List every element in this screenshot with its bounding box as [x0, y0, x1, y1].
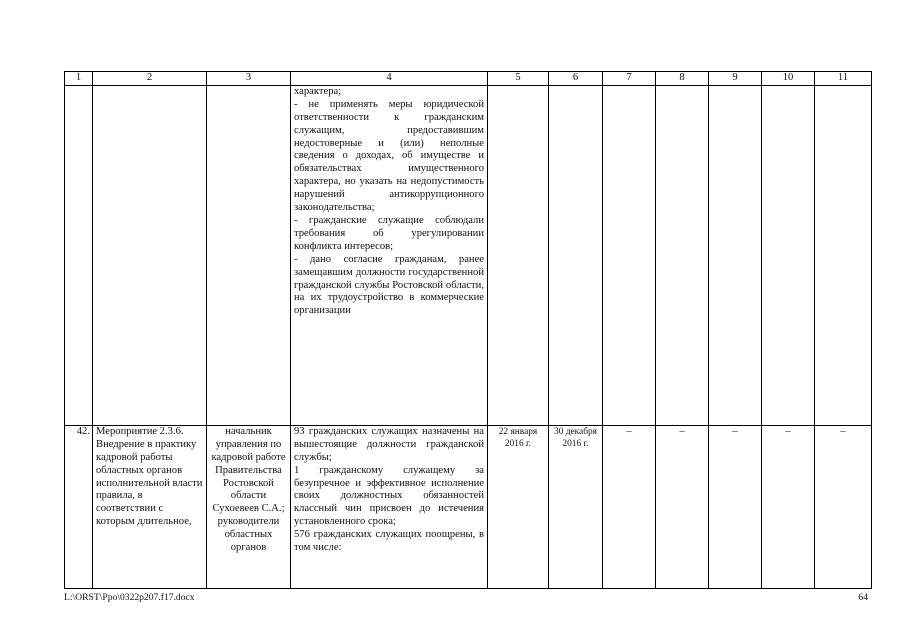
end-date-cell	[549, 85, 603, 425]
result-text: 93 гражданских служащих назначены на вышестоящие должности гражданской службы; 1 гражданскому служащему за безупречное и эффективное исполнение своих должностных обязанностей классный чин присвоен до истечения установленного срока; 576 гражданских служащих поощрены, в том числе:	[294, 425, 484, 554]
row-number-cell: 42.	[65, 425, 93, 588]
column-header: 6	[549, 72, 603, 86]
result-cell	[291, 425, 488, 588]
table-header-row	[65, 72, 872, 86]
start-date-cell	[488, 85, 549, 425]
column-header: 2	[93, 72, 207, 86]
result-text: характера; - не применять меры юридической ответственности к гражданским служащим, предоставившим недостоверные и (или) неполные сведения о доходах, об имуществе и обязательствах имущественного характера, но указать на недопустимость нарушений антикоррупционного законодательства; - гражданские служащие соблюдали требования об урегулировании конфликта интересов; - дано согласие гражданам, ранее замещавшим должности государственной гражданской службы Ростовской области, на их трудоустройство в коммерческие организации	[294, 85, 484, 317]
start-date-cell: 22 января 2016 г.	[488, 425, 549, 588]
column-header: 4	[291, 72, 488, 86]
footer-page-number: 64	[858, 592, 868, 603]
table-row	[65, 425, 872, 588]
end-date-cell: 30 декабря 2016 г.	[549, 425, 603, 588]
col9-cell: –	[709, 425, 762, 588]
event-text: Мероприятие 2.3.6. Внедрение в практику кадровой работы областных органов исполнительной власти правила, в соответствии с которым длительное,	[96, 425, 203, 528]
column-header: 11	[815, 72, 872, 86]
column-header: 8	[656, 72, 709, 86]
responsible-cell: начальник управления по кадровой работе Правительства Ростовской области Сухоевеев С.А.; руководители областных органов	[207, 425, 291, 588]
column-header: 3	[207, 72, 291, 86]
responsible-cell	[207, 85, 291, 425]
col7-cell	[603, 85, 656, 425]
column-header: 9	[709, 72, 762, 86]
event-cell	[93, 425, 207, 588]
col8-cell	[656, 85, 709, 425]
col8-cell: –	[656, 425, 709, 588]
event-cell	[93, 85, 207, 425]
column-header: 1	[65, 72, 93, 86]
result-cell	[291, 85, 488, 425]
column-header: 7	[603, 72, 656, 86]
row-number-cell	[65, 85, 93, 425]
col9-cell	[709, 85, 762, 425]
column-header: 5	[488, 72, 549, 86]
col7-cell: –	[603, 425, 656, 588]
column-header: 10	[762, 72, 815, 86]
measures-table	[64, 71, 872, 589]
footer-file-path: L:\ORST\Ppo\0322p207.f17.docx	[64, 592, 195, 603]
table-row	[65, 85, 872, 425]
col11-cell	[815, 85, 872, 425]
col11-cell: –	[815, 425, 872, 588]
col10-cell: –	[762, 425, 815, 588]
col10-cell	[762, 85, 815, 425]
